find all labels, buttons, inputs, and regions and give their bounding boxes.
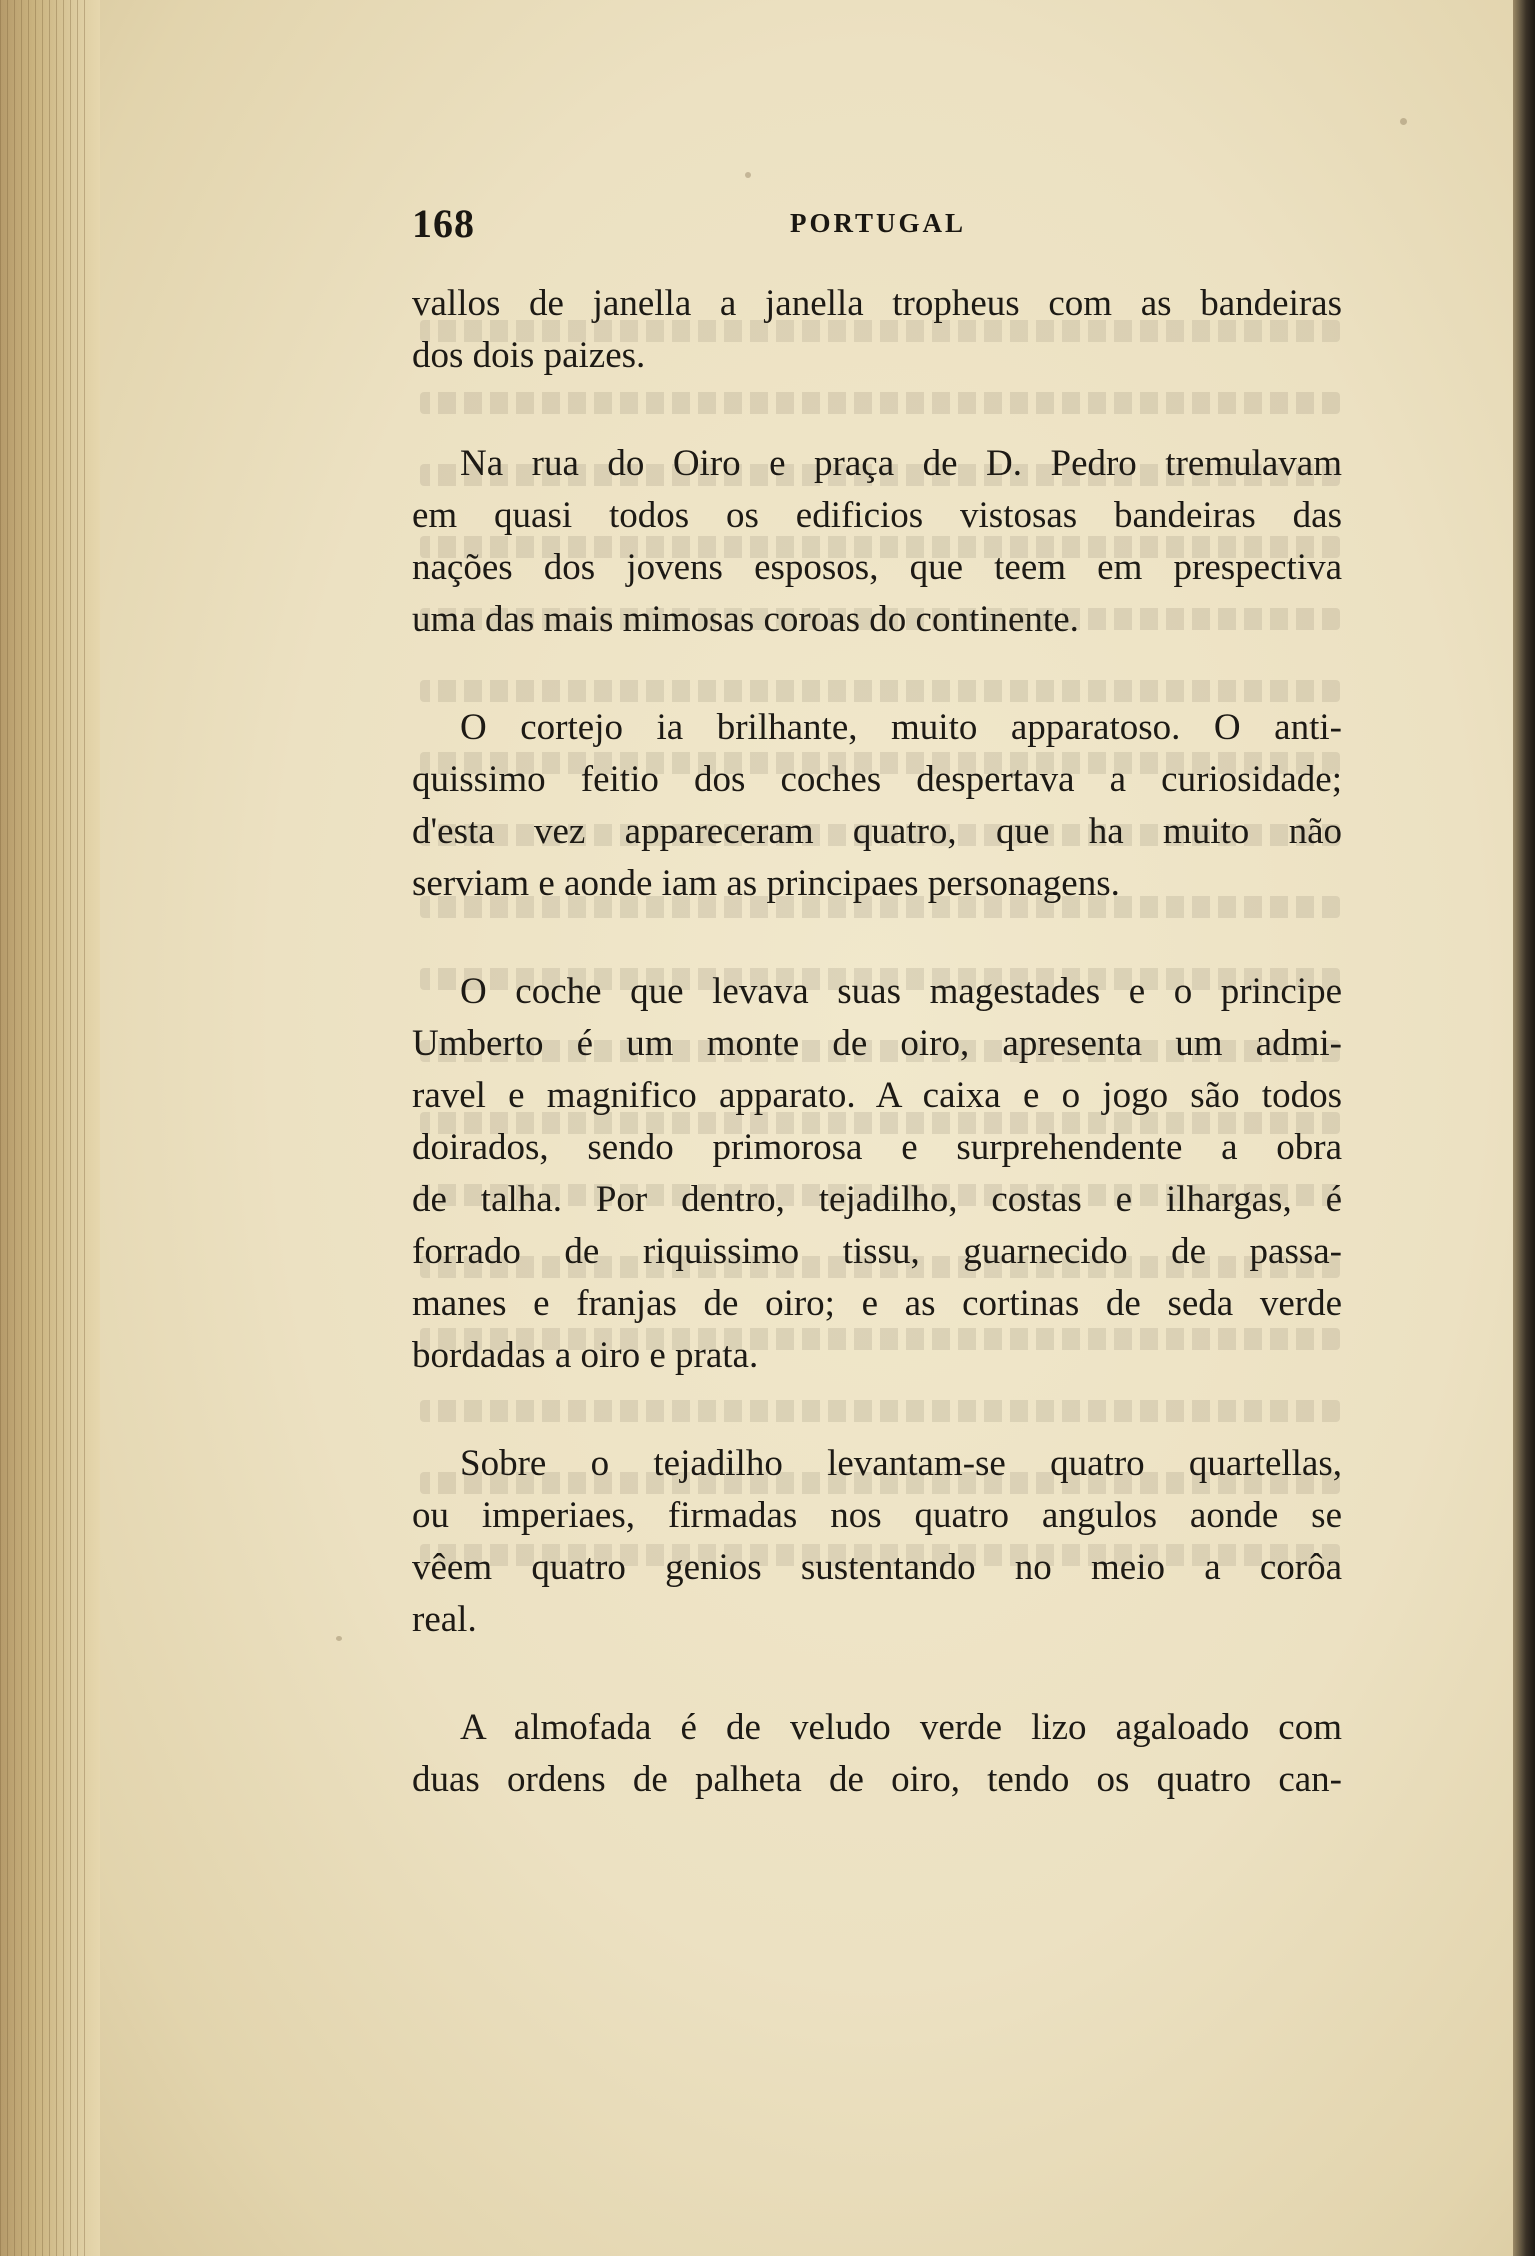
- paper-speck: [1400, 118, 1407, 125]
- text-line: forrado de riquissimo tissu, guarnecido de passa-: [412, 1231, 1342, 1272]
- text-line: real.: [412, 1599, 477, 1640]
- text-line: quissimo feitio dos coches despertava a curiosidade;: [412, 759, 1342, 800]
- page-number: 168: [412, 201, 475, 246]
- paper-speck: [745, 172, 751, 178]
- body-text: [412, 278, 1342, 1862]
- paragraph: [412, 438, 1342, 646]
- text-line: O coche que levava suas magestades e o principe: [460, 971, 1342, 1012]
- text-line: serviam e aonde iam as principaes personagens.: [412, 863, 1120, 904]
- paragraph: [412, 1702, 1342, 1806]
- page-stack-edges: [0, 0, 90, 2256]
- text-line: manes e franjas de oiro; e as cortinas de seda verde: [412, 1283, 1342, 1324]
- paragraph: [412, 966, 1342, 1382]
- paragraph: [412, 702, 1342, 910]
- text-line: ravel e magnifico apparato. A caixa e o jogo são todos: [412, 1075, 1342, 1116]
- text-line: Umberto é um monte de oiro, apresenta um admi-: [412, 1023, 1342, 1064]
- paragraph: [412, 1438, 1342, 1646]
- text-line: vallos de janella a janella tropheus com as bandeiras: [412, 283, 1342, 324]
- text-line: de talha. Por dentro, tejadilho, costas e ilhargas, é: [412, 1179, 1342, 1220]
- text-line: nações dos jovens esposos, que teem em prespectiva: [412, 547, 1342, 588]
- paragraph: [412, 278, 1342, 382]
- text-line: A almofada é de veludo verde lizo agaloado com: [460, 1707, 1342, 1748]
- text-line: O cortejo ia brilhante, muito apparatoso. O anti-: [460, 707, 1342, 748]
- text-line: doirados, sendo primorosa e surprehendente a obra: [412, 1127, 1342, 1168]
- running-head: PORTUGAL: [790, 208, 967, 238]
- text-line: em quasi todos os edificios vistosas bandeiras das: [412, 495, 1342, 536]
- text-line: Na rua do Oiro e praça de D. Pedro tremulavam: [460, 443, 1342, 484]
- text-line: bordadas a oiro e prata.: [412, 1335, 759, 1376]
- page-header: [412, 200, 1012, 250]
- text-line: d'esta vez appareceram quatro, que ha muito não: [412, 811, 1342, 852]
- text-line: duas ordens de palheta de oiro, tendo os quatro can-: [412, 1759, 1342, 1800]
- text-line: uma das mais mimosas coroas do continente.: [412, 599, 1079, 640]
- paper-speck: [336, 1636, 342, 1641]
- text-line: dos dois paizes.: [412, 335, 646, 376]
- page-right-shadow: [1513, 0, 1535, 2256]
- text-line: ou imperiaes, firmadas nos quatro angulos aonde se: [412, 1495, 1342, 1536]
- text-line: Sobre o tejadilho levantam-se quatro quartellas,: [460, 1443, 1342, 1484]
- text-line: vêem quatro genios sustentando no meio a corôa: [412, 1547, 1342, 1588]
